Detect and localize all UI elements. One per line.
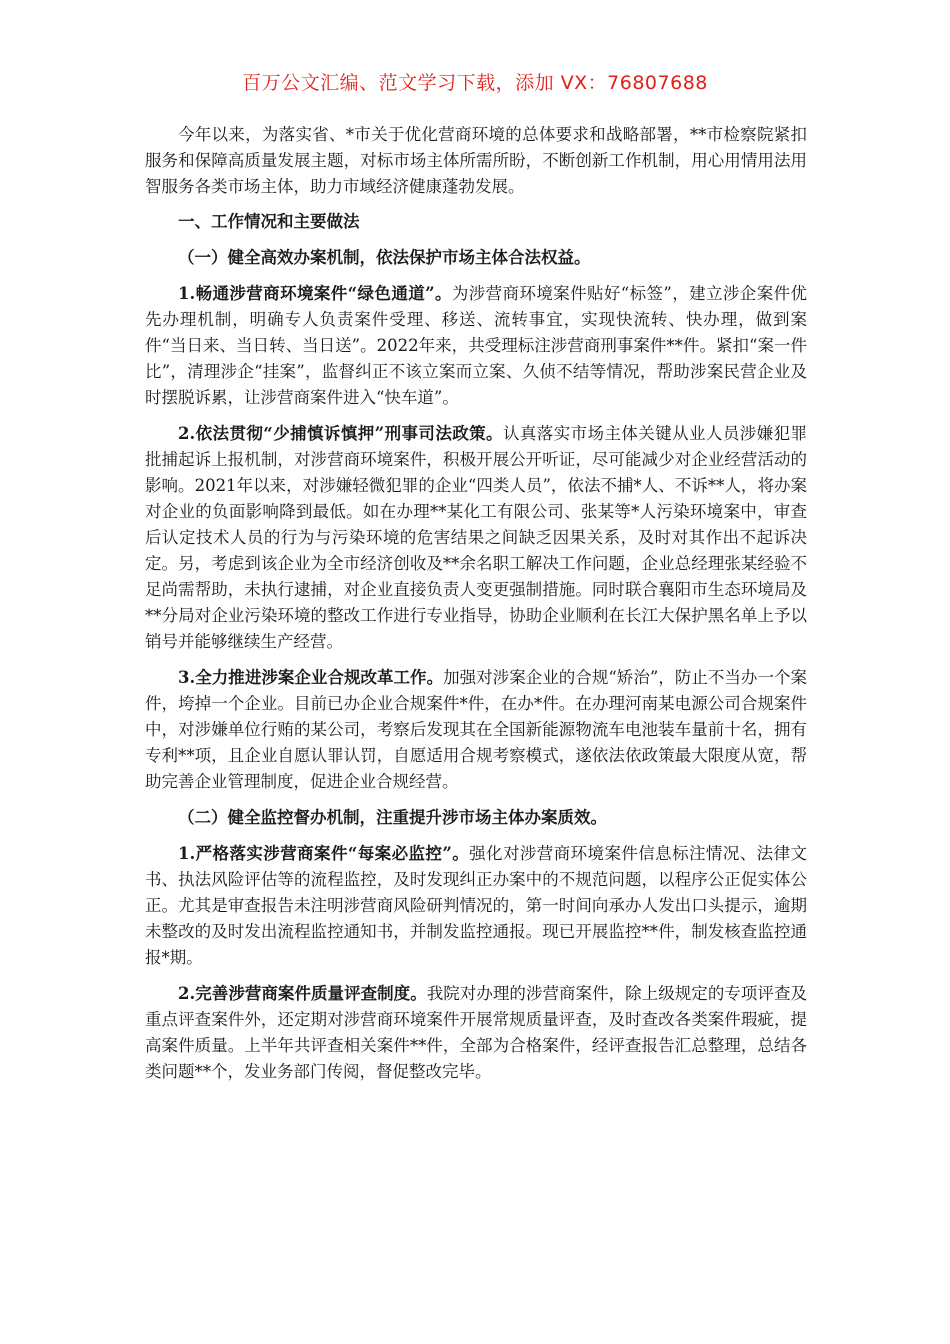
section-heading: 一、工作情况和主要做法 [178,212,360,231]
paragraph-lead: 1.畅通涉营商环境案件“绿色通道”。 [178,284,452,303]
paragraph-1-2 [145,421,807,655]
document-body [145,122,807,1095]
paragraph-lead: 1.严格落实涉营商案件“每案必监控”。 [178,844,470,863]
paragraph-lead: 2.依法贯彻“少捕慎诉慎押”刑事司法政策。 [178,424,503,443]
paragraph-1-1 [145,281,807,411]
intro-paragraph: 今年以来，为落实省、*市关于优化营商环境的总体要求和战略部署，**市检察院紧扣服务和保障高质量发展主题，对标市场主体所需所盼，不断创新工作机制，用心用情用法用智服务各类市场主体，助力市域经济健康蓬勃发展。 [145,125,808,196]
paragraph-text: 我院对办理的涉营商案件，除上级规定的专项评查及重点评查案件外，还定期对涉营商环境案件开展常规质量评查，及时查改各类案件瑕疵，提高案件质量。上半年共评查相关案件**件，全部为合格案件，经评查报告汇总整理，总结各类问题**个，发业务部门传阅，督促整改完毕。 [145,984,808,1081]
subsection-heading-2: （二）健全监控督办机制，注重提升涉市场主体办案质效。 [178,808,607,827]
watermark-header: 百万公文汇编、范文学习下载，添加 VX：76807688 [242,72,708,94]
paragraph-2-2 [145,981,807,1085]
paragraph-lead: 3.全力推进涉案企业合规改革工作。 [178,668,444,687]
paragraph-text: 加强对涉案企业的合规“矫治”，防止不当办一个案件，垮掉一个企业。目前已办企业合规案件*件，在办*件。在办理河南某电源公司合规案件中，对涉嫌单位行贿的某公司，考察后发现其在全国新能源物流车电池装车量前十名，拥有专利**项，且企业自愿认罪认罚，自愿适用合规考察模式，遂依法依政策最大限度从宽，帮助完善企业管理制度，促进企业合规经营。 [145,668,807,791]
paragraph-2-1 [145,841,807,971]
paragraph-text: 认真落实市场主体关键从业人员涉嫌犯罪批捕起诉上报机制，对涉营商环境案件，积极开展公开听证，尽可能减少对企业经营活动的影响。2021年以来，对涉嫌轻微犯罪的企业“四类人员”，依法不捕*人、不诉**人，将办案对企业的负面影响降到最低。如在办理**某化工有限公司、张某等*人污染环境案中，审查后认定技术人员的行为与污染环境的危害结果之间缺乏因果关系，及时对其作出不起诉决定。另，考虑到该企业为全市经济创收及**余名职工解决工作问题，企业总经理张某经验不足尚需帮助，未执行逮捕，对企业直接负责人变更强制措施。同时联合襄阳市生态环境局及**分局对企业污染环境的整改工作进行专业指导，协助企业顺利在长江大保护黑名单上予以销号并能够继续生产经营。 [145,424,807,651]
paragraph-text: 为涉营商环境案件贴好“标签”，建立涉企案件优先办理机制，明确专人负责案件受理、移送、流转事宜，实现快流转、快办理，做到案件“当日来、当日转、当日送”。2022年来，共受理标注涉营商刑事案件**件。紧扣“案一件比”，清理涉企“挂案”，监督纠正不该立案而立案、久侦不结等情况，帮助涉案民营企业及时摆脱诉累，让涉营商案件进入“快车道”。 [145,284,807,407]
paragraph-text: 强化对涉营商环境案件信息标注情况、法律文书、执法风险评估等的流程监控，及时发现纠正办案中的不规范问题，以程序公正促实体公正。尤其是审查报告未注明涉营商风险研判情况的，第一时间向承办人发出口头提示，逾期未整改的及时发出流程监控通知书，并制发监控通报。现已开展监控**件，制发核查监控通报*期。 [145,844,807,967]
paragraph-lead: 2.完善涉营商案件质量评查制度。 [178,984,427,1003]
paragraph-1-3 [145,665,807,795]
subsection-heading-1: （一）健全高效办案机制，依法保护市场主体合法权益。 [178,248,591,267]
